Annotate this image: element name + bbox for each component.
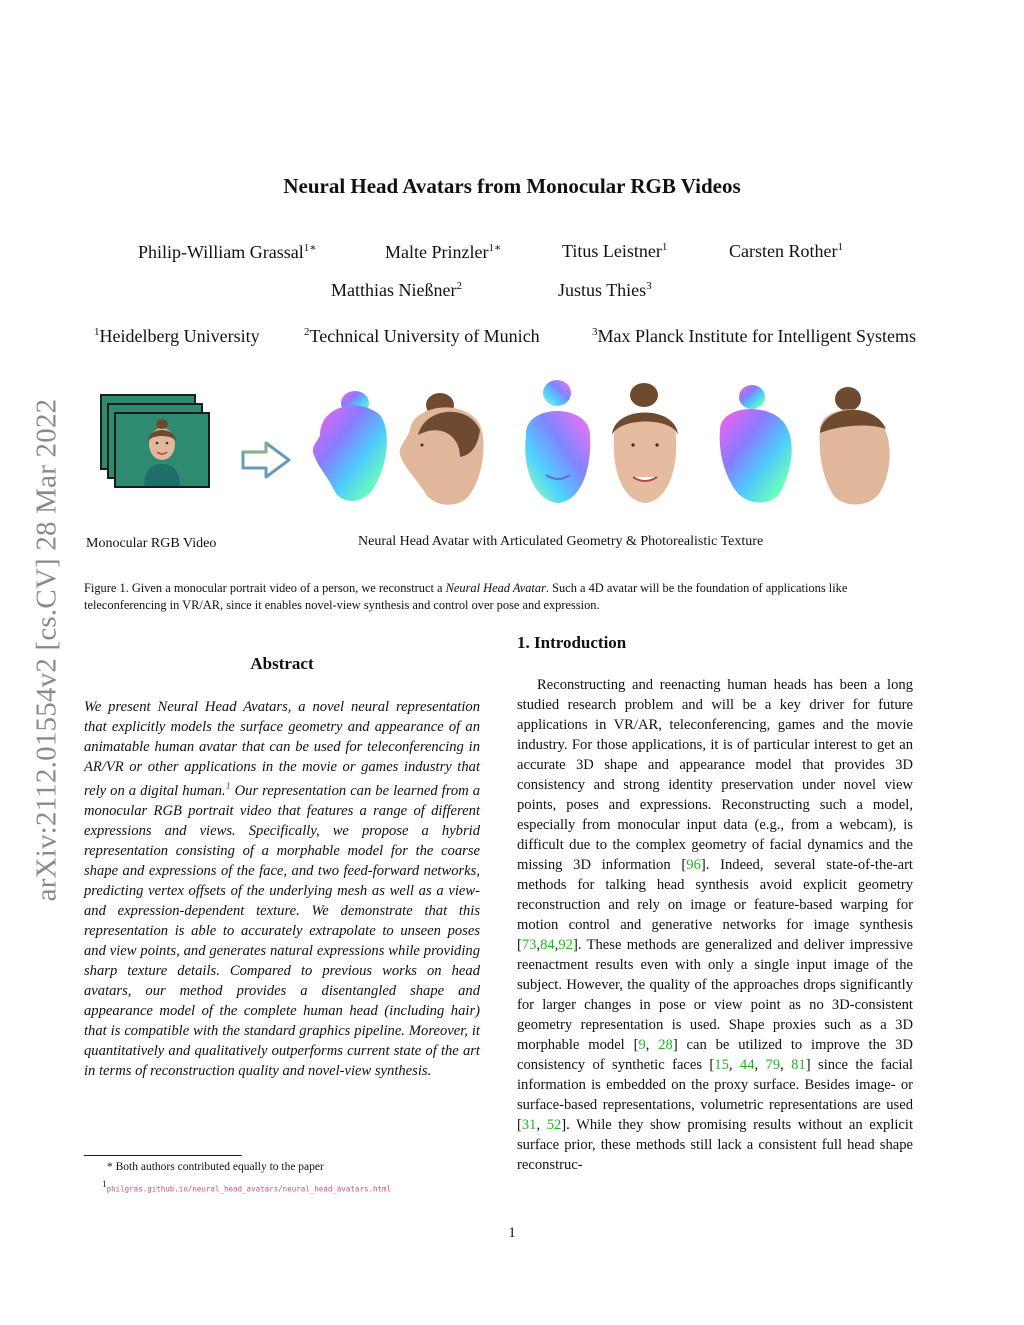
video-frame-stack — [96, 392, 226, 502]
citation-link[interactable]: 84 — [540, 937, 555, 953]
citation-link[interactable]: 96 — [686, 857, 701, 873]
footnote-rule — [84, 1155, 242, 1156]
abstract-heading: Abstract — [250, 654, 314, 673]
citation-link[interactable]: 52 — [546, 1117, 562, 1133]
normal-map-left-profile — [313, 391, 387, 501]
portrait-thumbnail — [116, 414, 208, 486]
author-1: Philip-William Grassal$^{1∗}$ — [138, 242, 317, 262]
abstract-body: We present Neural Head Avatars, a novel neural representation that explicitly models the surface geometry and appearance of an animatable human avatar that can be used for teleconferencing in AR/VR or other applications in the movie or games industry that rely on a digital human.$^1$ Our representation can be learned from a monocular RGB portrait video that features a range of different expressions and views. Specifically, we propose a hybrid representation consisting of a morphable model for the coarse shape and expressions of the face, and two feed-forward networks, predicting vertex offsets of the underlying mesh as well as a view- and expression-dependent texture. We demonstrate that this representation is able to accurately extrapolate to unseen poses and view points, and generates natural expressions while providing sharp texture details. Compared to previous works on head avatars, our method provides a disentangled shape and appearance model of the complete human head (including hair) that is compatible with the standard graphics pipeline. Moreover, it quantitatively and qualitatively outperforms current state of the art in terms of reconstruction quality and novel-view synthesis. — [84, 699, 480, 1079]
citation-link[interactable]: 44 — [739, 1057, 755, 1073]
avatar-renders — [300, 375, 920, 525]
normal-map-front — [525, 380, 590, 503]
page-number: 1 — [508, 1225, 516, 1241]
citation-link[interactable]: 15 — [714, 1057, 729, 1073]
photo-left-profile — [400, 393, 484, 505]
normal-map-right-profile — [720, 385, 792, 503]
affiliation-2: $^2$Technical University of Munich — [304, 326, 540, 346]
arxiv-id: arXiv:2112.01554v2 [cs.CV] 28 Mar 2022 — [30, 398, 63, 902]
photo-right-profile — [820, 387, 890, 505]
citation-link[interactable]: 81 — [791, 1057, 806, 1073]
figure-right-label: Neural Head Avatar with Articulated Geometry & Photorealistic Texture — [358, 534, 764, 549]
figure-caption: Figure 1. Given a monocular portrait video of a person, we reconstruct a Neural Head Avatar. Such a 4D avatar will be the foundation of applications like teleconferencing in VR/AR, since it enables novel-view synthesis and control over pose and expression. — [84, 581, 848, 612]
photo-front — [612, 383, 678, 503]
affiliation-3: $^3$Max Planck Institute for Intelligent Systems — [592, 326, 916, 346]
footnote-mark[interactable]: 1 — [225, 781, 231, 792]
video-frame-front — [114, 412, 210, 488]
paper-title: Neural Head Avatars from Monocular RGB Videos — [283, 174, 741, 198]
footnote-url: $^1$philgras.github.io/neural_head_avatars/neural_head_avatars.html — [102, 1179, 392, 1194]
affiliation-1: $^1$Heidelberg University — [94, 326, 260, 346]
project-url-link[interactable]: philgras.github.io/neural_head_avatars/neural_head_avatars.html — [106, 1184, 392, 1194]
author-4: Carsten Rother$^1$ — [729, 241, 843, 261]
citation-link[interactable]: 28 — [658, 1037, 673, 1053]
introduction-body: Reconstructing and reenacting human heads has been a long studied research problem and will be a key driver for future applications in VR/AR, teleconferencing, games and the movie industry. For those applications, it is of particular interest to get an accurate 3D shape and appearance model that provides 3D consistency and strong identity preservation under novel view points, poses and expressions. Reconstructing such a model, especially from monocular input data (e.g., from a webcam), is difficult due to the complex geometry of facial dynamics and the missing 3D information [96]. Indeed, several state-of-the-art methods for talking head synthesis avoid explicit geometry reconstruction and rely on image or feature-based warping for motion control and generative networks for image synthesis [73,84,92]. These methods are generalized and deliver impressive reenactment results even with only a single input image of the subject. However, the quality of the approaches drops significantly for larger changes in pose or view point as no 3D-consistent geometry representation is used. Shape proxies such as a 3D morphable model [9, 28] can be utilized to improve the 3D consistency of synthetic faces [15, 44, 79, 81] since the facial information is embedded on the proxy surface. Besides image- or surface-based representations, volumetric representations are used [31, 52]. While they show promising results without an explicit surface prior, these methods still lack a consistent full head shape reconstruc- — [517, 677, 914, 1173]
author-2: Malte Prinzler$^{1∗}$ — [385, 242, 502, 262]
footnote-equal-contribution: * Both authors contributed equally to the paper — [107, 1161, 324, 1173]
citation-link[interactable]: 9 — [638, 1037, 646, 1053]
citation-link[interactable]: 31 — [521, 1117, 537, 1133]
arrow-right-icon — [240, 440, 292, 480]
introduction-heading: 1. Introduction — [517, 633, 627, 652]
citation-link[interactable]: 79 — [765, 1057, 781, 1073]
author-6: Justus Thies$^3$ — [558, 280, 652, 300]
arxiv-sidebar — [32, 350, 62, 950]
citation-link[interactable]: 73 — [521, 937, 537, 953]
author-3: Titus Leistner$^1$ — [562, 241, 668, 261]
figure-left-label: Monocular RGB Video — [86, 536, 217, 551]
citation-link[interactable]: 92 — [558, 937, 573, 953]
author-5: Matthias Nießner$^2$ — [331, 280, 462, 300]
